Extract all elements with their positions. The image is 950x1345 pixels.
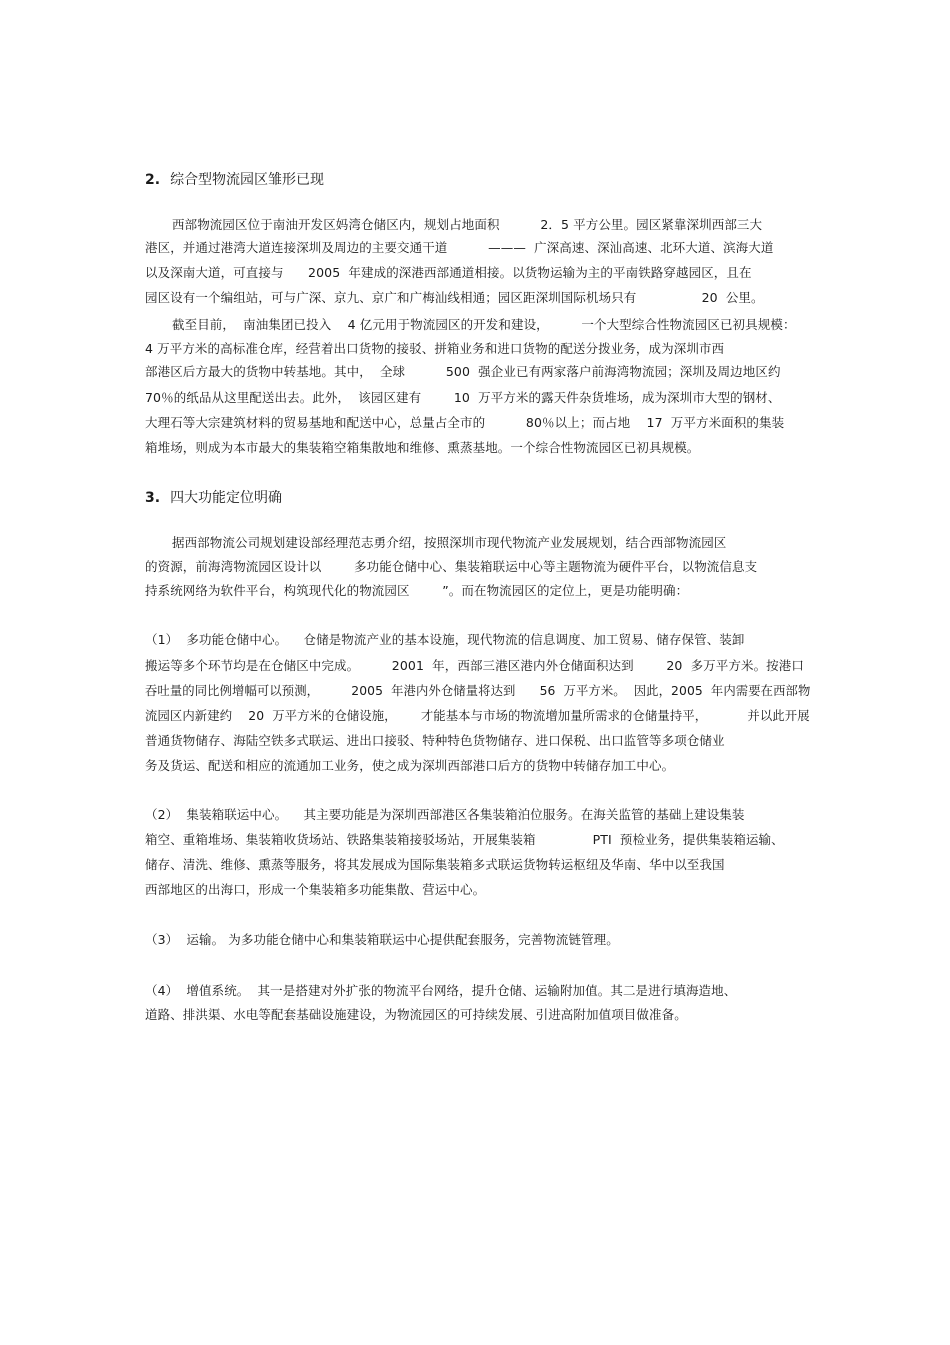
item-1-line: 吞吐量的同比例增幅可以预测， 2005 年港内外仓储量将达到 56 万平方米。 因此，2005 年内需要在西部物 — [145, 683, 811, 698]
item-2-line: 储存、清洗、维修、熏蒸等服务，将其发展成为国际集装箱多式联运货物转运枢纽及华南、华中以至我国 — [145, 857, 725, 872]
item-4-line: 道路、排洪渠、水电等配套基础设施建设，为物流园区的可持续发展、引进高附加值项目做准备。 — [145, 1007, 687, 1022]
item-1-line: （1） 多功能仓储中心。 仓储是物流产业的基本设施，现代物流的信息调度、加工贸易、储存保管、装卸 — [145, 632, 745, 647]
item-3-line: （3） 运输。 为多功能仓储中心和集装箱联运中心提供配套服务，完善物流链管理。 — [145, 932, 619, 947]
section-2-paragraph-2-line: 部港区后方最大的货物中转基地。其中， 全球 500 强企业已有两家落户前海湾物流园；深圳及周边地区约 — [145, 364, 781, 379]
item-1-line: 普通货物储存、海陆空铁多式联运、进出口接驳、特种特色货物储存、进口保税、出口监管等多项仓储业 — [145, 733, 725, 748]
item-4-line: （4） 增值系统。 其一是搭建对外扩张的物流平台网络，提升仓储、运输附加值。其二是进行填海造地、 — [145, 983, 737, 998]
item-2-line: 西部地区的出海口，形成一个集装箱多功能集散、营运中心。 — [145, 882, 486, 897]
section-2-paragraph-2-line: 箱堆场，则成为本市最大的集装箱空箱集散地和维修、熏蒸基地。一个综合性物流园区已初具规模。 — [145, 440, 700, 455]
section-2-title: 综合型物流园区雏形已现 — [170, 172, 325, 188]
section-3-number: 3. — [145, 490, 161, 506]
section-3-heading — [145, 489, 282, 507]
item-2-line: 箱空、重箱堆场、集装箱收货场站、铁路集装箱接驳场站，开展集装箱 PTI 预检业务，提供集装箱运输、 — [145, 832, 784, 847]
section-3-paragraph-line: 的资源，前海湾物流园区设计以 多功能仓储中心、集装箱联运中心等主题物流为硬件平台，以物流信息支 — [145, 559, 758, 574]
section-2-paragraph-2-line: 70％的纸品从这里配送出去。此外， 该园区建有 10 万平方米的露天件杂货堆场，成为深圳市大型的钢材、 — [145, 390, 781, 405]
item-1-line: 务及货运、配送和相应的流通加工业务，使之成为深圳西部港口后方的货物中转储存加工中心。 — [145, 758, 675, 773]
item-1-line: 流园区内新建约 20 万平方米的仓储设施， 才能基本与市场的物流增加量所需求的仓储量持平， 并以此开展 — [145, 708, 810, 723]
section-2-paragraph-1-line: 西部物流园区位于南油开发区妈湾仓储区内，规划占地面积 2．5 平方公里。园区紧靠深圳西部三大 — [172, 217, 763, 232]
item-1-line: 搬运等多个环节均是在仓储区中完成。 2001 年，西部三港区港内外仓储面积达到 20 多万平方米。按港口 — [145, 658, 804, 673]
section-2-paragraph-2-line: 4 万平方米的高标准仓库，经营着出口货物的接驳、拼箱业务和进口货物的配送分拨业务，成为深圳市西 — [145, 341, 725, 356]
section-2-paragraph-1-line: 园区设有一个编组站，可与广深、京九、京广和广梅汕线相通；园区距深圳国际机场只有 20 公里。 — [145, 290, 764, 305]
section-2-heading — [145, 171, 324, 189]
section-2-paragraph-2-line: 截至目前， 南油集团已投入 4 亿元用于物流园区的开发和建设， 一个大型综合性物流园区已初具规模： — [172, 317, 796, 332]
section-2-paragraph-1-line: 以及深南大道，可直接与 2005 年建成的深港西部通道相接。以货物运输为主的平南铁路穿越园区，且在 — [145, 265, 752, 280]
section-3-title: 四大功能定位明确 — [170, 490, 283, 506]
section-2-paragraph-1-line: 港区，并通过港湾大道连接深圳及周边的主要交通干道 ——— 广深高速、深汕高速、北环大道、滨海大道 — [145, 240, 774, 255]
section-2-number: 2. — [145, 172, 161, 188]
item-2-line: （2） 集装箱联运中心。 其主要功能是为深圳西部港区各集装箱泊位服务。在海关监管的基础上建设集装 — [145, 807, 745, 822]
section-3-paragraph-line: 据西部物流公司规划建设部经理范志勇介绍，按照深圳市现代物流产业发展规划，结合西部物流园区 — [172, 535, 727, 550]
section-3-paragraph-line: 持系统网络为软件平台，构筑现代化的物流园区 ”。而在物流园区的定位上，更是功能明确： — [145, 583, 689, 598]
section-2-paragraph-2-line: 大理石等大宗建筑材料的贸易基地和配送中心，总量占全市的 80％以上；而占地 17 万平方米面积的集装 — [145, 415, 785, 430]
